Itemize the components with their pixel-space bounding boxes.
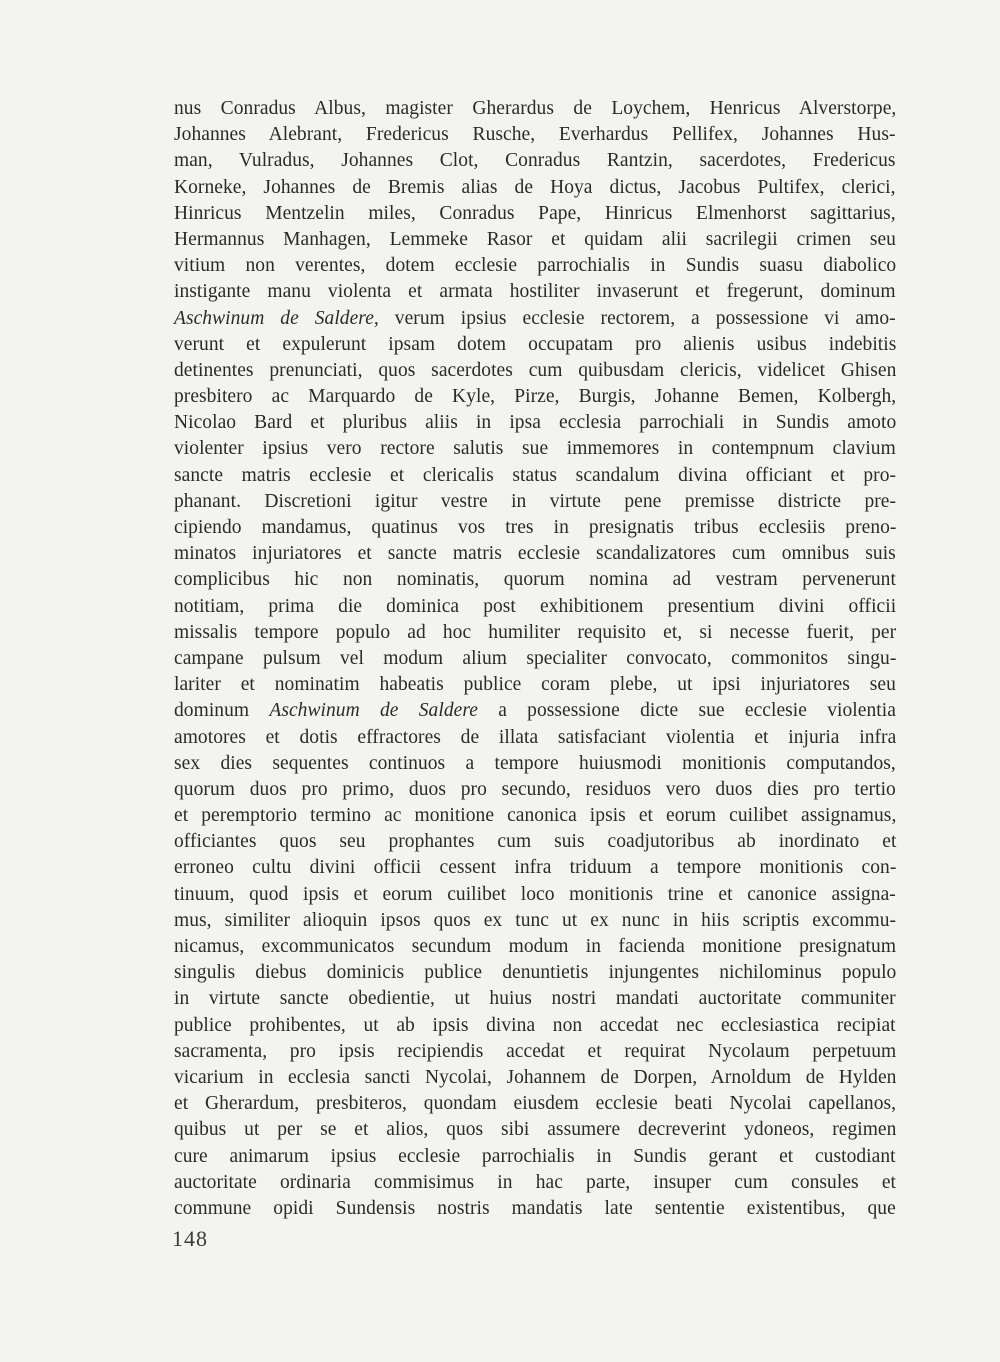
text-line: sex dies sequentes continuos a tempore huiusmodi monitionis computandos, [174,752,896,774]
text-line: nus Conradus Albus, magister Gherardus de Loychem, Henricus Alverstorpe, [174,98,897,119]
text-line: quorum duos pro primo, duos pro secundo, residuos vero duos dies pro tertio [174,778,896,800]
text-run: a possessione dicte sue ecclesie violentia [477,700,896,722]
text-line: sacramenta, pro ipsis recipiendis accedat et requirat Nycolaum perpetuum [174,1040,897,1062]
text-line: notitiam, prima die dominica post exhibitionem presentium divini officii [174,595,897,617]
text-line: Korneke, Johannes de Bremis alias de Hoya dictus, Jacobus Pultifex, clerici, [174,176,896,198]
text-line: officiantes quos seu prophantes cum suis coadjutoribus ab inordinato et [174,831,897,853]
text-line: man, Vulradus, Johannes Clot, Conradus Rantzin, sacerdotes, Fredericus [174,150,896,172]
text-line: cure animarum ipsius ecclesie parrochialis in Sundis gerant et custodiant [174,1145,896,1167]
page-number: 148 [172,1226,208,1251]
text-run: dominum [174,700,270,722]
text-line: detinentes prenunciati, quos sacerdotes cum quibusdam clericis, videlicet Ghisen [174,359,897,381]
text-line: verunt et expulerunt ipsam dotem occupatam pro alienis usibus indebitis [174,333,897,355]
text-line: quibus ut per se et alios, quos sibi assumere decreverint ydoneos, regimen [174,1119,897,1141]
text-line: auctoritate ordinaria commisimus in hac parte, insuper cum consules et [174,1171,896,1193]
text-line: phanant. Discretioni igitur vestre in virtute pene premisse districte pre- [174,490,897,512]
text-line: publice prohibentes, ut ab ipsis divina non accedat nec ecclesiastica recipiat [174,1014,896,1036]
text-line [174,698,896,724]
text-line: presbitero ac Marquardo de Kyle, Pirze, Burgis, Johanne Bemen, Kolbergh, [174,386,897,408]
text-line: Johannes Alebrant, Fredericus Rusche, Everhardus Pellifex, Johannes Hus- [174,124,896,146]
text-line: vitium non verentes, dotem ecclesie parrochialis in Sundis suasu diabolico [174,255,897,277]
text-line: lariter et nominatim habeatis publice coram plebe, ut ipsi injuriatores seu [174,674,896,696]
text-line: minatos injuriatores et sancte matris ecclesie scandalizatores cum omnibus suis [174,543,896,565]
text-line: tinuum, quod ipsis et eorum cuilibet loco monitionis trine et canonice assigna- [174,883,896,905]
text-line: sancte matris ecclesie et clericalis status scandalum divina officiant et pro- [174,464,897,486]
text-line: commune opidi Sundensis nostris mandatis late sententie existentibus, que [174,1197,896,1219]
text-run: verum ipsius ecclesie rectorem, a possessione vi amo- [378,307,896,329]
text-line: erroneo cultu divini officii cessent infra triduum a tempore monitionis con- [174,857,897,879]
italic-name: Aschwinum de Saldere [269,700,478,722]
text-line: Hermannus Manhagen, Lemmeke Rasor et quidam alii sacrilegii crimen seu [174,228,896,250]
text-line: cipiendo mandamus, quatinus vos tres in presignatis tribus ecclesiis preno- [174,517,897,538]
text-line: violenter ipsius vero rectore salutis sue immemores in contempnum clavium [174,438,896,460]
text-line: et peremptorio termino ac monitione canonica ipsis et eorum cuilibet assignamus, [174,805,897,827]
italic-name: Aschwinum de Saldere, [174,307,379,329]
text-line [174,306,896,332]
text-line: missalis tempore populo ad hoc humiliter requisito et, si necesse fuerit, per [174,621,897,643]
text-line: amotores et dotis effractores de illata satisfaciant violentia et injuria infra [174,726,897,748]
text-line: instigante manu violenta et armata hostiliter invaserunt et fregerunt, dominum [174,281,896,303]
text-line: Hinricus Mentzelin miles, Conradus Pape, Hinricus Elmenhorst sagittarius, [174,202,896,224]
text-line: mus, similiter alioquin ipsos quos ex tunc ut ex nunc in hiis scriptis excommu- [174,909,897,931]
text-line: Nicolao Bard et pluribus aliis in ipsa ecclesia parrochiali in Sundis amoto [174,412,897,434]
text-line: in virtute sancte obedientie, ut huius nostri mandati auctoritate communiter [174,988,896,1010]
body-text [174,96,896,1222]
text-line: et Gherardum, presbiteros, quondam eiusdem ecclesie beati Nycolai capellanos, [174,1093,897,1115]
text-line: singulis diebus dominicis publice denuntietis injungentes nichilominus populo [174,962,897,984]
text-line: complicibus hic non nominatis, quorum nomina ad vestram pervenerunt [174,569,896,591]
text-line: campane pulsum vel modum alium specialiter convocato, commonitos singu- [174,647,897,669]
text-line: nicamus, excommunicatos secundum modum in facienda monitione presignatum [174,936,897,957]
text-line: vicarium in ecclesia sancti Nycolai, Johannem de Dorpen, Arnoldum de Hylden [174,1066,897,1088]
